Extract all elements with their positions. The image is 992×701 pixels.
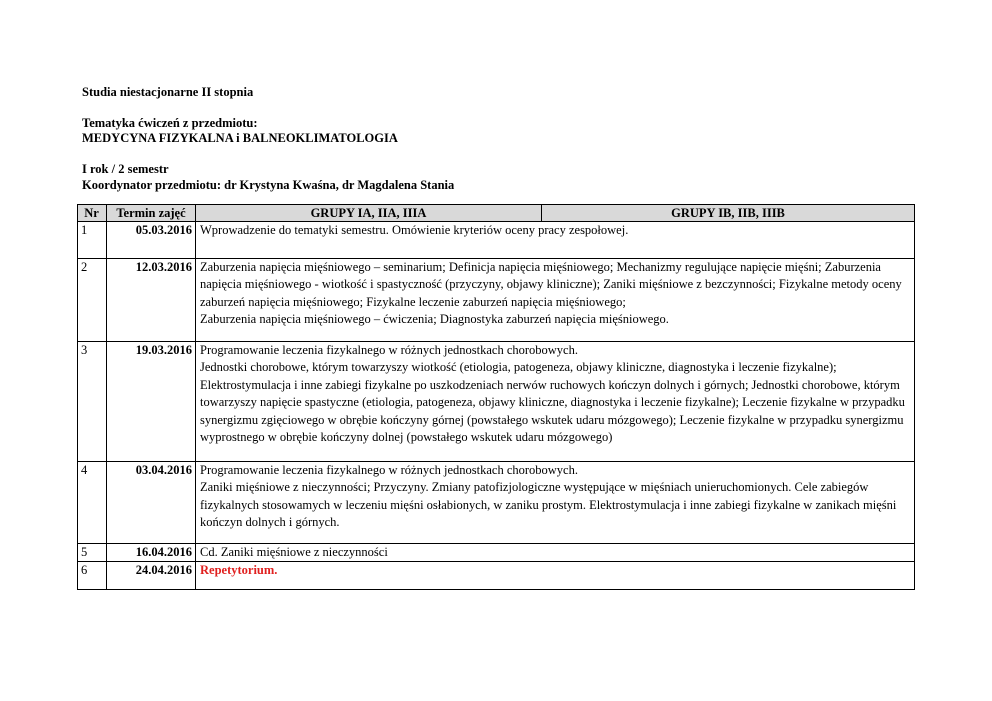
row-nr: 1 xyxy=(78,222,107,259)
row-topic xyxy=(196,562,915,590)
topic-line: Repetytorium. xyxy=(200,563,278,578)
row-topic xyxy=(196,222,915,259)
topic-line: Programowanie leczenia fizykalnego w różnych jednostkach chorobowych. xyxy=(200,343,578,357)
topic-line: Jednostki chorobowe, którym towarzyszy wiotkość (etiologia, patogeneza, objawy kliniczne, diagnostyka i leczenie fizykalne); Elektrostymulacja i inne zabiegi fizykalne po uszkodzeniach nerwów ruchowych kończyn dolnych i górnych; Jednostki chorobowe, którym towarzyszy napięcie spastyczne (etiologia, patogeneza, objawy kliniczne, diagnostyka i leczenie fizykalne); Leczenie fizykalne w przypadku synergizmu zgięciowego w obrębie kończyny górnej (powstałego wskutek udaru mózgowego); Leczenie fizykalne w przypadku synergizmu wyprostnego w obrębie kończyny dolnej (powstałego wskutek udaru mózgowego) xyxy=(200,360,905,445)
topic-line: Cd. Zaniki mięśniowe z nieczynności xyxy=(200,545,388,559)
row-topic xyxy=(196,462,915,544)
table-row xyxy=(78,259,915,342)
row-nr: 2 xyxy=(78,259,107,342)
row-date: 05.03.2016 xyxy=(107,222,196,259)
row-nr: 4 xyxy=(78,462,107,544)
row-nr: 6 xyxy=(78,562,107,590)
header-termin: Termin zajęć xyxy=(107,205,196,222)
row-nr: 5 xyxy=(78,544,107,562)
year-semester: I rok / 2 semestr xyxy=(82,162,169,176)
row-date: 19.03.2016 xyxy=(107,342,196,462)
header-groups-b: GRUPY IB, IIB, IIIB xyxy=(542,205,915,222)
topic-line: Zaburzenia napięcia mięśniowego – ćwiczenia; Diagnostyka zaburzeń napięcia mięśniowego. xyxy=(200,312,669,327)
table-header-row xyxy=(78,205,915,222)
topic-line: Programowanie leczenia fizykalnego w różnych jednostkach chorobowych. xyxy=(200,463,578,477)
coordinator: Koordynator przedmiotu: dr Krystyna Kwaśna, dr Magdalena Stania xyxy=(82,178,455,192)
topic-line: Zaniki mięśniowe z nieczynności; Przyczyny. Zmiany patofizjologiczne występujące w mięśniach unieruchomionych. Cele zabiegów fizykalnych stosowamych w leczeniu mięśni osłabionych, w zaniku prostym. Elektrostymulacja i inne zabiegi fizykalne w zanikach mięśni kończyn dolnych i górnych. xyxy=(200,480,897,530)
row-date: 03.04.2016 xyxy=(107,462,196,544)
table-row xyxy=(78,544,915,562)
topic-line: Wprowadzenie do tematyki semestru. Omówienie kryteriów oceny pracy zespołowej. xyxy=(200,223,629,237)
row-date: 16.04.2016 xyxy=(107,544,196,562)
table-row xyxy=(78,562,915,590)
table-row xyxy=(78,342,915,462)
table-row xyxy=(78,462,915,544)
topic-line: Zaburzenia napięcia mięśniowego – seminarium; Definicja napięcia mięśniowego; Mechanizmy regulujące napięcie mięśni; Zaburzenia napięcia mięśniowego - wiotkość i spastyczność (przyczyny, objawy kliniczne); Zaniki mięśniowe z bezczynności; Fizykalne metody oceny zaburzeń napięcia mięśniowego; Fizykalne leczenie zaburzeń napięcia mięśniowego; xyxy=(200,260,902,309)
row-topic xyxy=(196,544,915,562)
row-topic xyxy=(196,259,915,342)
study-type: Studia niestacjonarne II stopnia xyxy=(82,85,254,99)
header-groups-a: GRUPY IA, IIA, IIIA xyxy=(196,205,542,222)
header-nr: Nr xyxy=(78,205,107,222)
row-nr: 3 xyxy=(78,342,107,462)
row-date: 24.04.2016 xyxy=(107,562,196,590)
row-date: 12.03.2016 xyxy=(107,259,196,342)
row-topic xyxy=(196,342,915,462)
subject-title: MEDYCYNA FIZYKALNA i BALNEOKLIMATOLOGIA xyxy=(82,131,398,145)
subject-intro: Tematyka ćwiczeń z przedmiotu: xyxy=(82,116,258,130)
table-row xyxy=(78,222,915,259)
schedule-table xyxy=(77,204,915,590)
